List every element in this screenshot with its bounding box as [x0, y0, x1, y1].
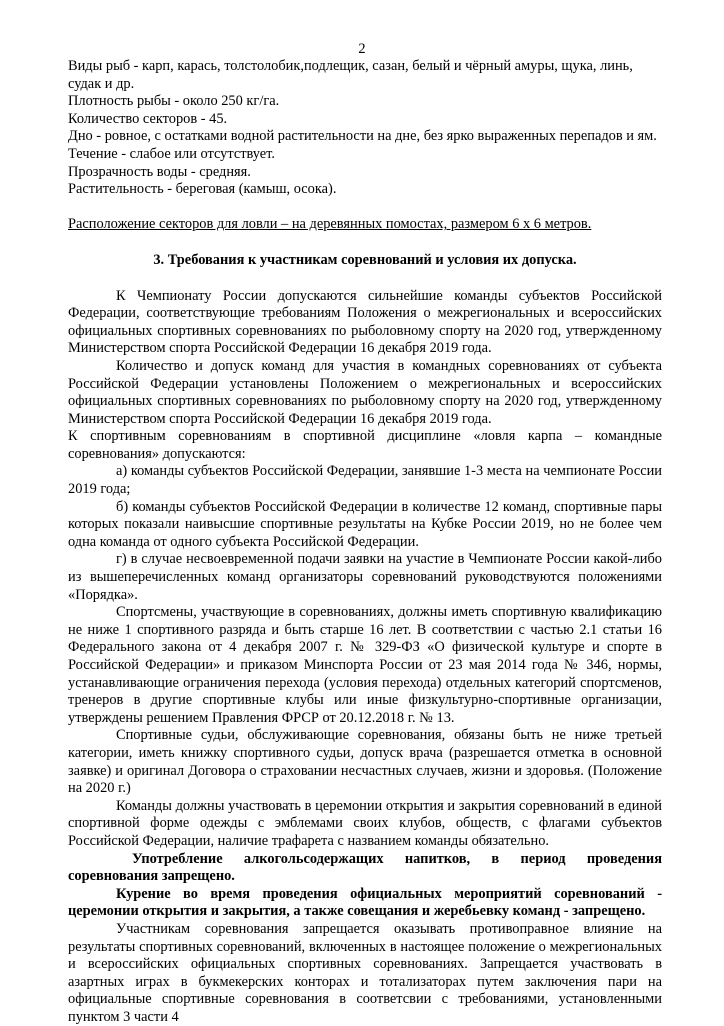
paragraph-team-count: Количество и допуск команд для участия в командных соревнованиях от субъекта Российской Федерации установлены Положением о межрегиональных и всероссийских официальных спортивных соревнованиях по рыболовному спорту на 2020 год, утвержденному Министерством спорта Российской Федерации 16 декабря 2019 года. [68, 357, 662, 427]
list-item-g: г) в случае несвоевременной подачи заявки на участие в Чемпионате России какой-либо из вышеперечисленных команд организаторы соревнований руководствуются положениями «Порядка». [68, 551, 662, 603]
page-body [68, 58, 662, 1026]
list-item-b: б) команды субъектов Российской Федерации в количестве 12 команд, спортивные пары которых показали наивысшие спортивные результаты на Кубке России 2019, но не более чем одна команда от одного субъекта Российской Федерации. [68, 498, 662, 550]
paragraph-smoking-ban: Курение во время проведения официальных мероприятий соревнований - церемонии открытия и закрытия, а также совещания и жеребьевку команд - запрещено. [68, 885, 662, 920]
bottom-line: Дно - ровное, с остатками водной растительности на дне, без ярко выраженных перепадов и ям. [68, 128, 657, 145]
page-number: 2 [358, 41, 366, 57]
paragraph-ceremony: Команды должны участвовать в церемонии открытия и закрытия соревнований в единой спортивной форме одежды с эмблемами своих клубов, обществ, с флагами субъектов Российской Федерации, наличие трафарета с названием команды обязательно. [68, 797, 662, 849]
list-item-a: а) команды субъектов Российской Федерации, занявшие 1-3 места на чемпионате России 2019 года; [68, 463, 662, 498]
fish-species-line: Виды рыб - карп, карась, толстолобик,подлещик, сазан, белый и чёрный амуры, щука, линь, судак и др. [68, 58, 633, 92]
sector-count-line: Количество секторов - 45. [68, 110, 228, 127]
transparency-line: Прозрачность воды - средняя. [68, 163, 251, 180]
paragraph-discipline: К спортивным соревнованиям в спортивной дисциплине «ловля карпа – командные соревнования» допускаются: [68, 428, 662, 462]
section-heading: 3. Требования к участникам соревнований и условия их допуска. [153, 251, 577, 268]
paragraph-betting-ban: Участникам соревнования запрещается оказывать противоправное влияние на результаты спортивных соревнований, включенных в настоящее положение о межрегиональных и всероссийских официальных спортивных соревнованиях. Запрещается участвовать в азартных играх в букмекерских конторах и тотализаторах путем заключения пари на официальные спортивные соревнования в соответсвии с требованиями, установленными пунктом 3 части 4 [68, 920, 662, 1025]
paragraph-admission: К Чемпионату России допускаются сильнейшие команды субъектов Российской Федерации, соответствующие требованиям Положения о межрегиональных и всероссийских официальных спортивных соревнованиях по рыболовному спорту на 2020 год, утвержденному Министерством спорта Российской Федерации 16 декабря 2019 года. [68, 287, 662, 357]
paragraph-judges: Спортивные судьи, обслуживающие соревнования, обязаны быть не ниже третьей категории, иметь книжку спортивного судьи, допуск врача (разрешается отметка в основной заявке) и оригинал Договора о страховании несчастных случаев, жизни и здоровья. (Положение на 2020 г.) [68, 727, 662, 797]
sector-location-line: Расположение секторов для ловли – на деревянных помостах, размером 6 х 6 метров. [68, 216, 592, 233]
current-line: Течение - слабое или отсутствует. [68, 145, 275, 162]
vegetation-line: Растительность - береговая (камыш, осока). [68, 181, 337, 198]
paragraph-athletes: Спортсмены, участвующие в соревнованиях, должны иметь спортивную квалификацию не ниже 1 спортивного разряда и быть старше 16 лет. В соответствии с частью 2.1 статьи 16 Федерального закона от 4 декабря 2007 г. № 329-ФЗ «О физической культуре и спорте в Российской Федерации» и приказом Минспорта России от 23 мая 2014 года № 346, нормы, устанавливающие ограничения перехода (условия перехода) отдельных категорий спортсменов, тренеров в другие спортивные клубы или иные физкультурно-спортивные организации, утверждены решением Правления ФРСР от 20.12.2018 г. № 13. [68, 604, 662, 726]
fish-density-line: Плотность рыбы - около 250 кг/га. [68, 93, 280, 110]
paragraph-alcohol-ban: Употребление алкогольсодержащих напитков, в период проведения соревнования запрещено. [68, 850, 662, 885]
